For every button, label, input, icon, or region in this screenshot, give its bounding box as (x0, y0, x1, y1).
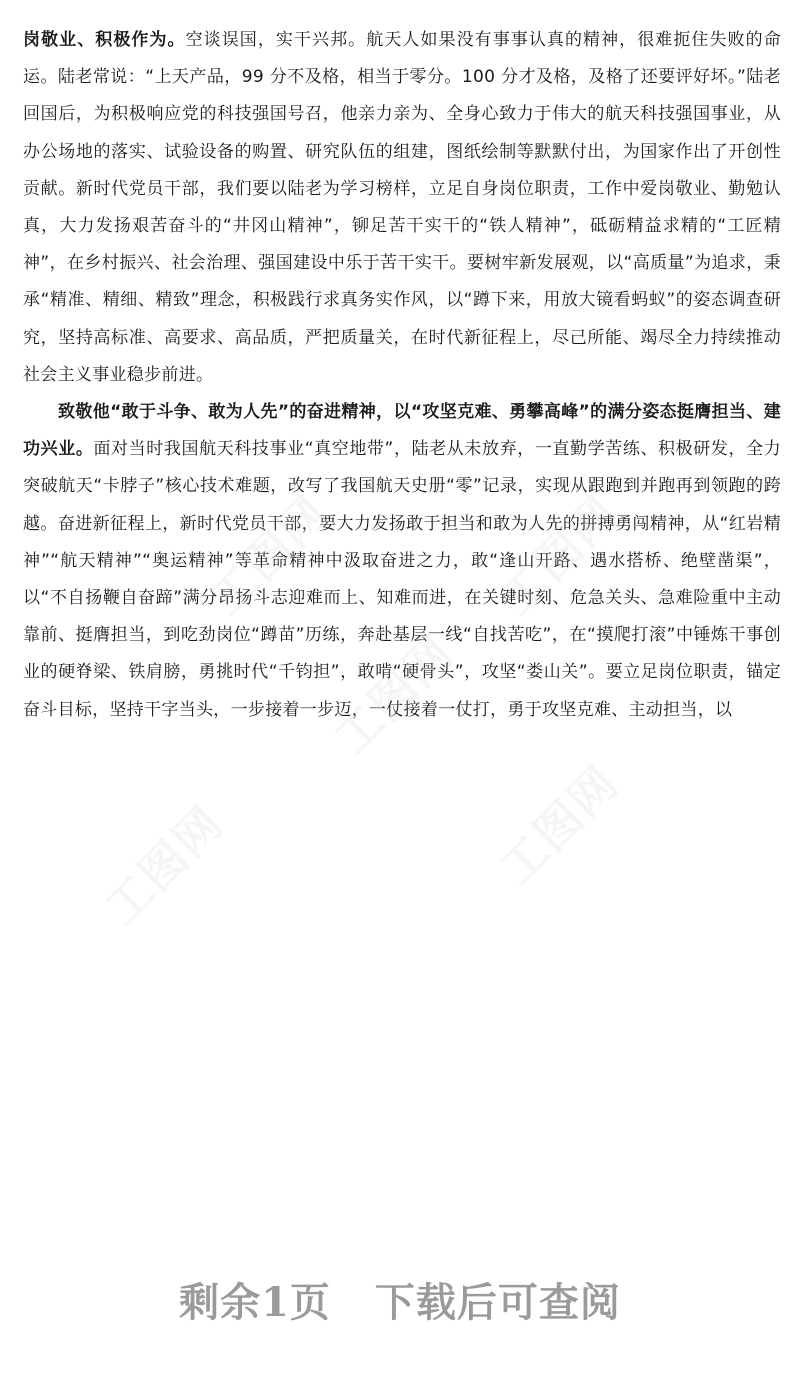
download-prompt-banner[interactable] (0, 1258, 800, 1348)
paragraph-1-lead: 岗敬业、积极作为。 (23, 30, 186, 50)
document-page (23, 0, 781, 729)
watermark: 工图网 (199, 485, 340, 626)
watermark: 工图网 (489, 485, 630, 626)
download-prompt-text[interactable] (179, 1258, 621, 1348)
download-to-view-label: 下载后可查阅 (374, 1279, 621, 1326)
paragraph-2-body: 面对当时我国航天科技事业“真空地带”，陆老从未放弃，一直勤学苦练、积极研发，全力突破航天“卡脖子”核心技术难题，改写了我国航天史册“零”记录，实现从跟跑到并跑再到领跑的跨越。奋进新征程上，新时代党员干部，要大力发扬敢于担当和敢为人先的拼搏勇闯精神，从“红岩精神”“航天精神”“奥运精神”等革命精神中汲取奋进之力，敢“逢山开路、遇水搭桥、绝壁凿渠”，以“不自扬鞭自奋蹄”满分昂扬斗志迎难而上、知难而进，在关键时刻、危急关头、急难险重中主动靠前、挺膺担当，到吃劲岗位“蹲苗”历练，奔赴基层一线“自找苦吃”，在“摸爬打滚”中锤炼干事创业的硬脊梁、铁肩膀，勇挑时代“千钧担”，敢啃“硬骨头”，攻坚“娄山关”。要立足岗位职责，锚定奋斗目标，坚持干字当头，一步接着一步迈，一仗接着一仗打，勇于攻坚克难、主动担当，以 (23, 439, 781, 720)
paragraph-1 (23, 0, 781, 394)
remaining-pages-label: 剩余1页 (179, 1279, 331, 1326)
watermark: 工图网 (94, 795, 235, 936)
watermark: 工图网 (489, 755, 630, 896)
watermark: 工图网 (324, 625, 465, 766)
paragraph-2 (23, 394, 781, 729)
paragraph-2-lead: 致敬他“敢于斗争、敢为人先”的奋进精神，以“攻坚克难、勇攀高峰”的满分姿态挺膺担当、建功兴业。 (23, 402, 781, 460)
paragraph-1-body: 空谈误国，实干兴邦。航天人如果没有事事认真的精神，很难扼住失败的命运。陆老常说：“上天产品，99 分不及格，相当于零分。100 分才及格，及格了还要评好坏。”陆老回国后，为积极响应党的科技强国号召，他亲力亲为、全身心致力于伟大的航天科技强国事业，从办公场地的落实、试验设备的购置、研究队伍的组建，图纸绘制等默默付出，为国家作出了开创性贡献。新时代党员干部，我们要以陆老为学习榜样，立足自身岗位职责，工作中爱岗敬业、勤勉认真，大力发扬艰苦奋斗的“井冈山精神”，铆足苦干实干的“铁人精神”，砥砺精益求精的“工匠精神”，在乡村振兴、社会治理、强国建设中乐于苦干实干。要树牢新发展观，以“高质量”为追求，秉承“精准、精细、精致”理念，积极践行求真务实作风，以“蹲下来，用放大镜看蚂蚁”的姿态调查研究，坚持高标准、高要求、高品质，严把质量关，在时代新征程上，尽己所能、竭尽全力持续推动社会主义事业稳步前进。 (23, 30, 781, 385)
